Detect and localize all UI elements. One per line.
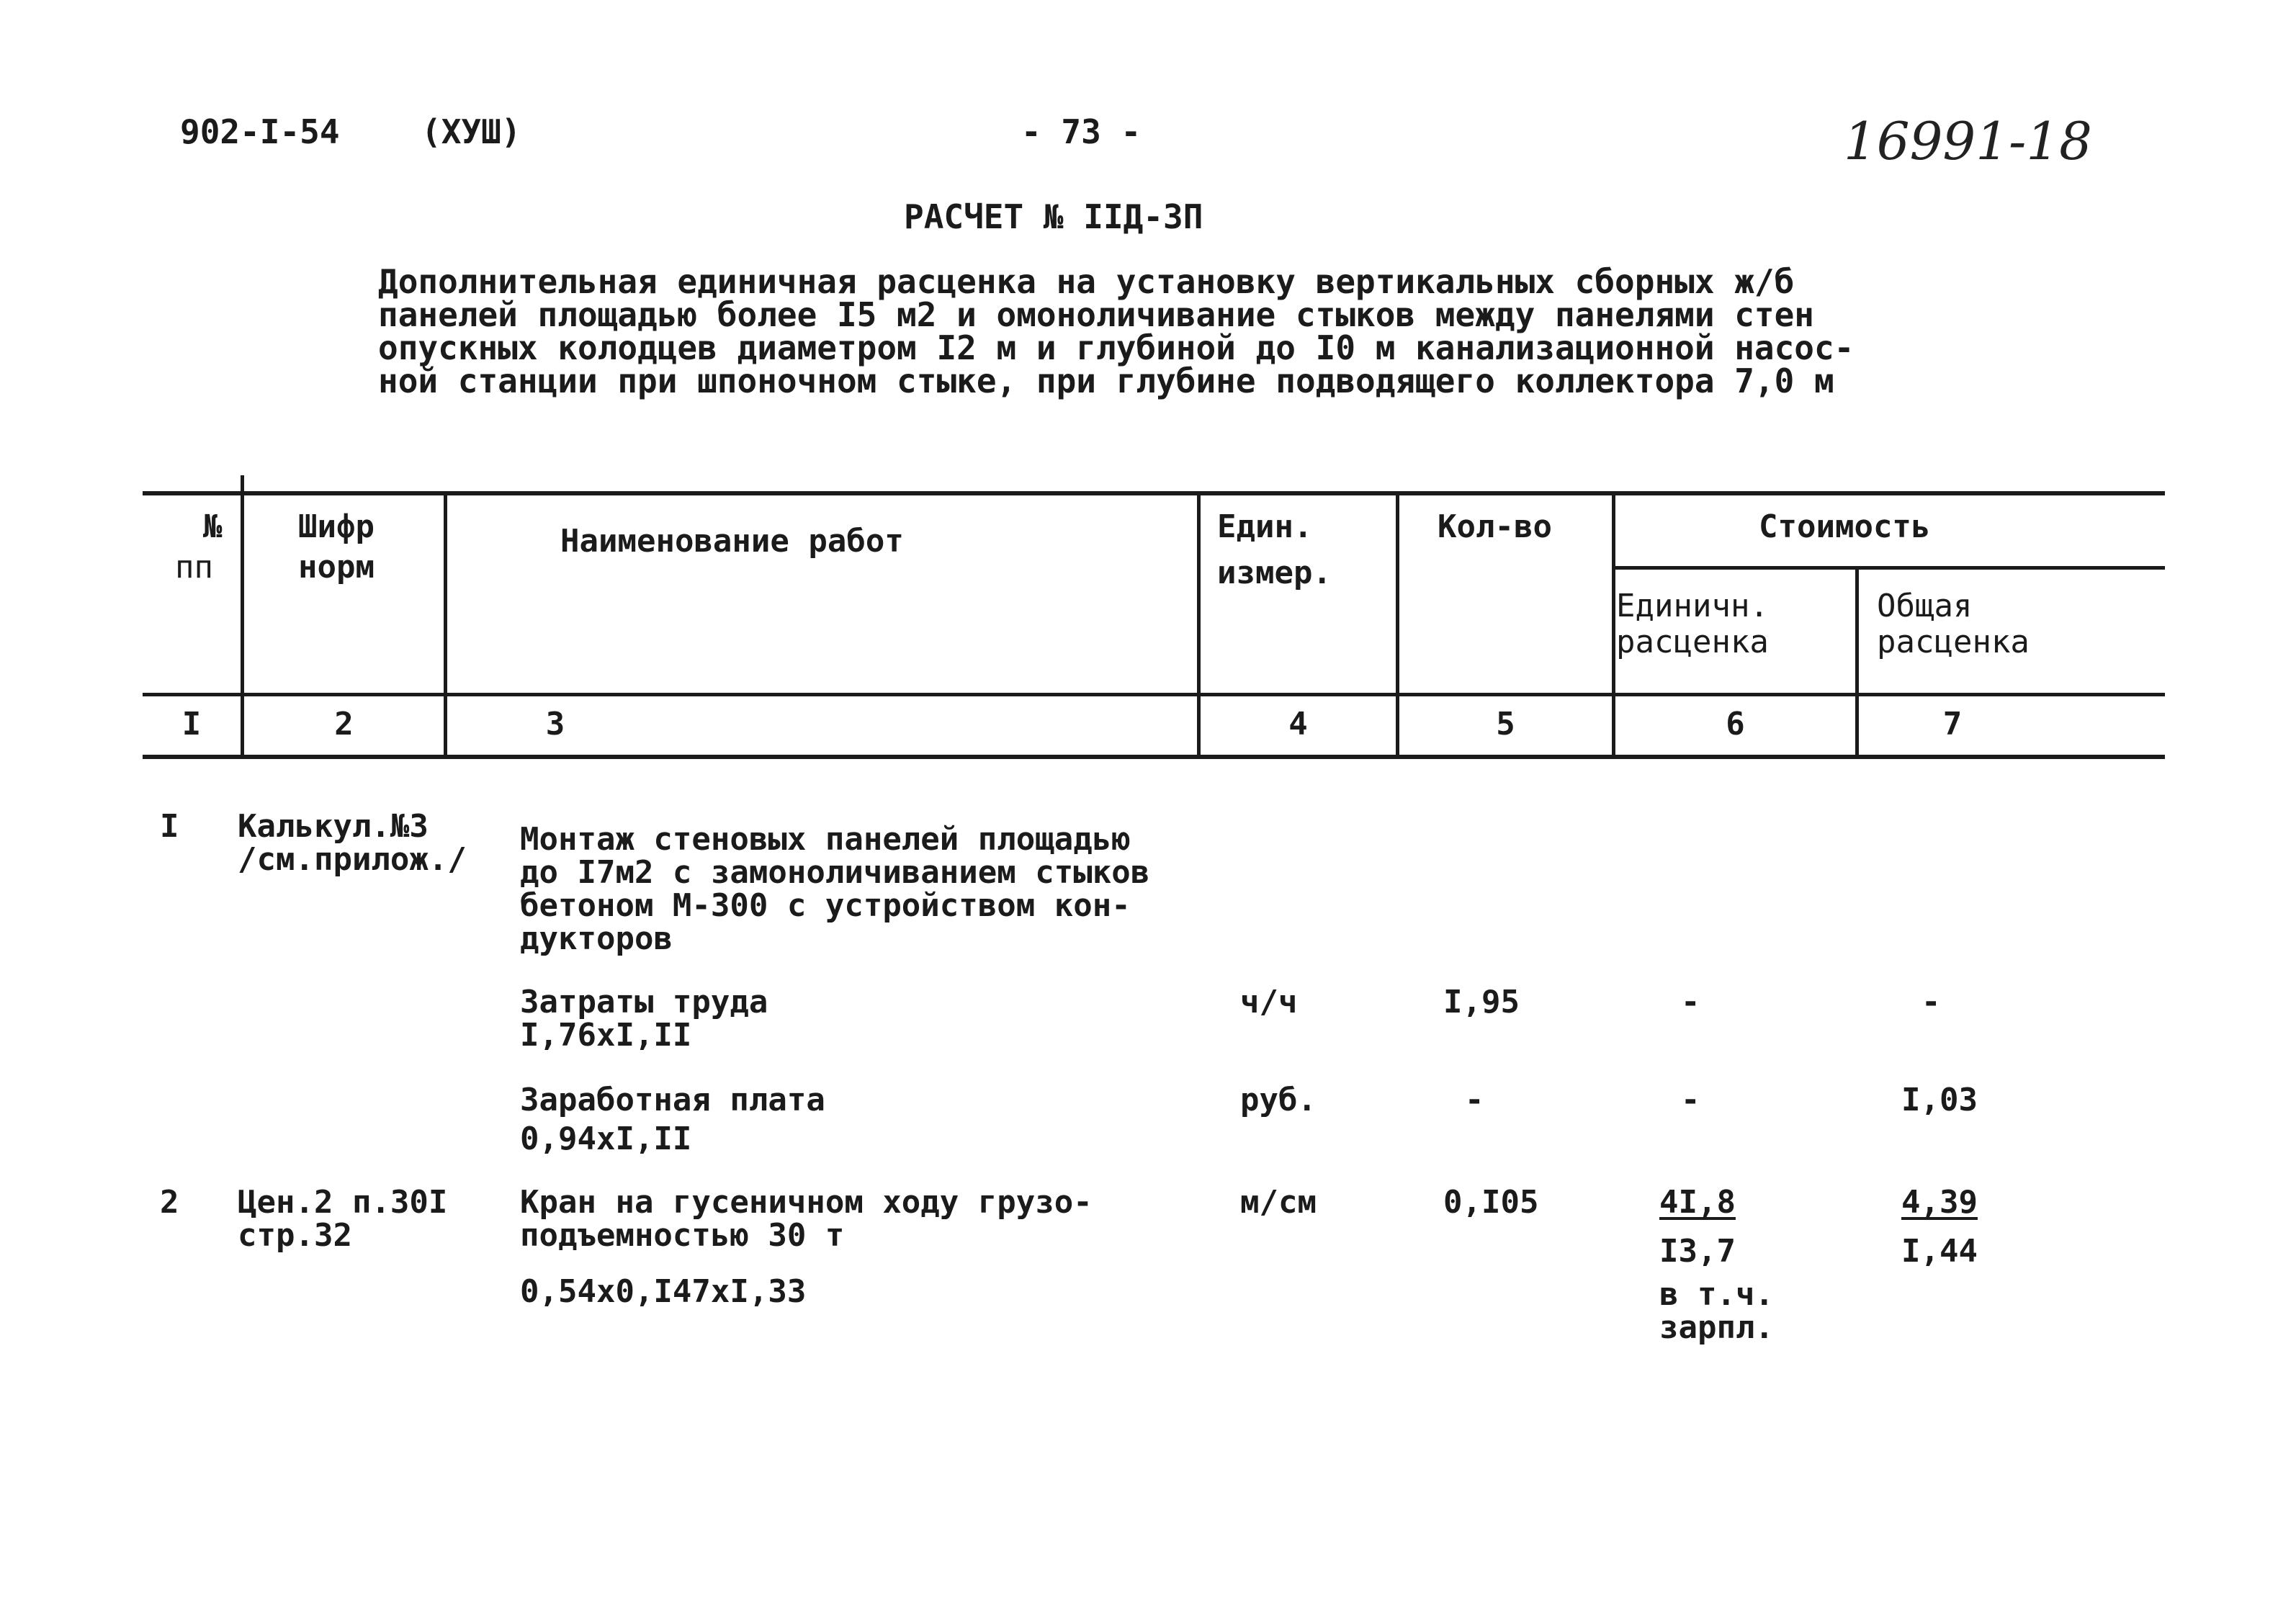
document-code: 902-I-54 xyxy=(180,112,340,151)
header-unit-line-1: Един. xyxy=(1217,508,1313,545)
column-number-4: 4 xyxy=(1288,706,1308,742)
row1-number: I xyxy=(160,808,179,845)
labor-unit-price: - xyxy=(1681,984,1700,1020)
row2-formula: 0,54x0,I47xI,33 xyxy=(520,1273,807,1310)
header-code-line-2: норм xyxy=(298,549,375,585)
description-line-2: панелей площадью более I5 м2 и омоноличивание стыков между панелями стен xyxy=(378,295,1814,334)
page-title: РАСЧЕТ № IIД-3П xyxy=(904,197,1203,236)
header-num-sign: № xyxy=(203,508,223,545)
salary-unit-price: - xyxy=(1681,1082,1700,1118)
row2-unit: м/см xyxy=(1240,1184,1317,1221)
header-quantity: Кол-во xyxy=(1438,508,1552,545)
row1-name-line-3: бетоном М-300 с устройством кон- xyxy=(520,887,1131,924)
handwritten-number: 16991-18 xyxy=(1844,111,2092,171)
description-line-1: Дополнительная единичная расценка на установку вертикальных сборных ж/б xyxy=(378,262,1795,301)
row1-code-line-2: /см.прилож./ xyxy=(238,841,467,878)
description-line-3: опускных колодцев диаметром I2 м и глубиной до I0 м канализационной насос- xyxy=(378,328,1855,367)
salary-total-price: I,03 xyxy=(1901,1082,1978,1118)
labor-label: Затраты труда xyxy=(520,984,768,1020)
column-number-6: 6 xyxy=(1726,706,1745,742)
labor-formula: I,76xI,II xyxy=(520,1017,692,1054)
header-unit-price-line-2: расценка xyxy=(1616,624,1769,660)
header-code-line-1: Шифр xyxy=(298,508,375,545)
row1-code-line-1: Калькул.№3 xyxy=(238,808,429,845)
row2-number: 2 xyxy=(160,1184,179,1221)
header-unit-price-line-1: Единичн. xyxy=(1616,588,1769,624)
header-work-name: Наименование работ xyxy=(560,523,904,560)
header-total-price-line-2: расценка xyxy=(1877,624,2030,660)
labor-unit: ч/ч xyxy=(1240,984,1298,1020)
row2-unit-price: 4I,8 xyxy=(1659,1184,1736,1221)
column-number-1: I xyxy=(181,706,202,742)
column-number-3: 3 xyxy=(545,706,565,742)
column-number-5: 5 xyxy=(1496,706,1515,742)
labor-total-price: - xyxy=(1921,984,1941,1020)
header-unit-line-2: измер. xyxy=(1217,555,1332,591)
header-num-pp: пп xyxy=(175,549,213,585)
description-line-4: ной станции при шпоночном стыке, при глубине подводящего коллектора 7,0 м xyxy=(378,362,1834,400)
row1-name-line-1: Монтаж стеновых панелей площадью xyxy=(520,821,1131,858)
row2-total-price: 4,39 xyxy=(1901,1184,1978,1221)
column-number-2: 2 xyxy=(334,706,354,742)
cost-subheader-rule xyxy=(1613,566,2165,570)
row2-unit-price-note-2: зарпл. xyxy=(1659,1309,1774,1346)
labor-quantity: I,95 xyxy=(1443,984,1520,1020)
header-total-price-line-1: Общая xyxy=(1877,588,1973,624)
row2-code-line-2: стр.32 xyxy=(238,1217,352,1254)
column-number-7: 7 xyxy=(1942,706,1963,742)
row1-name-line-4: дукторов xyxy=(520,920,673,957)
header-cost: Стоимость xyxy=(1759,508,1931,545)
salary-unit: руб. xyxy=(1240,1082,1317,1118)
page-number: - 73 - xyxy=(1021,112,1142,151)
volume-number: (XУШ) xyxy=(421,112,521,151)
row1-name-line-2: до I7м2 с замоноличиванием стыков xyxy=(520,854,1150,891)
row2-quantity: 0,I05 xyxy=(1443,1184,1539,1221)
salary-quantity: - xyxy=(1465,1082,1484,1118)
row2-name-line-2: подъемностью 30 т xyxy=(520,1217,845,1254)
row2-unit-price-salary: I3,7 xyxy=(1659,1233,1736,1270)
row2-total-price-salary: I,44 xyxy=(1901,1233,1978,1270)
row2-name-line-1: Кран на гусеничном ходу грузо- xyxy=(520,1184,1093,1221)
row2-code-line-1: Цен.2 п.30I xyxy=(238,1184,448,1221)
row2-unit-price-note-1: в т.ч. xyxy=(1659,1276,1774,1313)
salary-label: Заработная плата xyxy=(520,1082,825,1118)
salary-formula: 0,94xI,II xyxy=(520,1121,692,1157)
